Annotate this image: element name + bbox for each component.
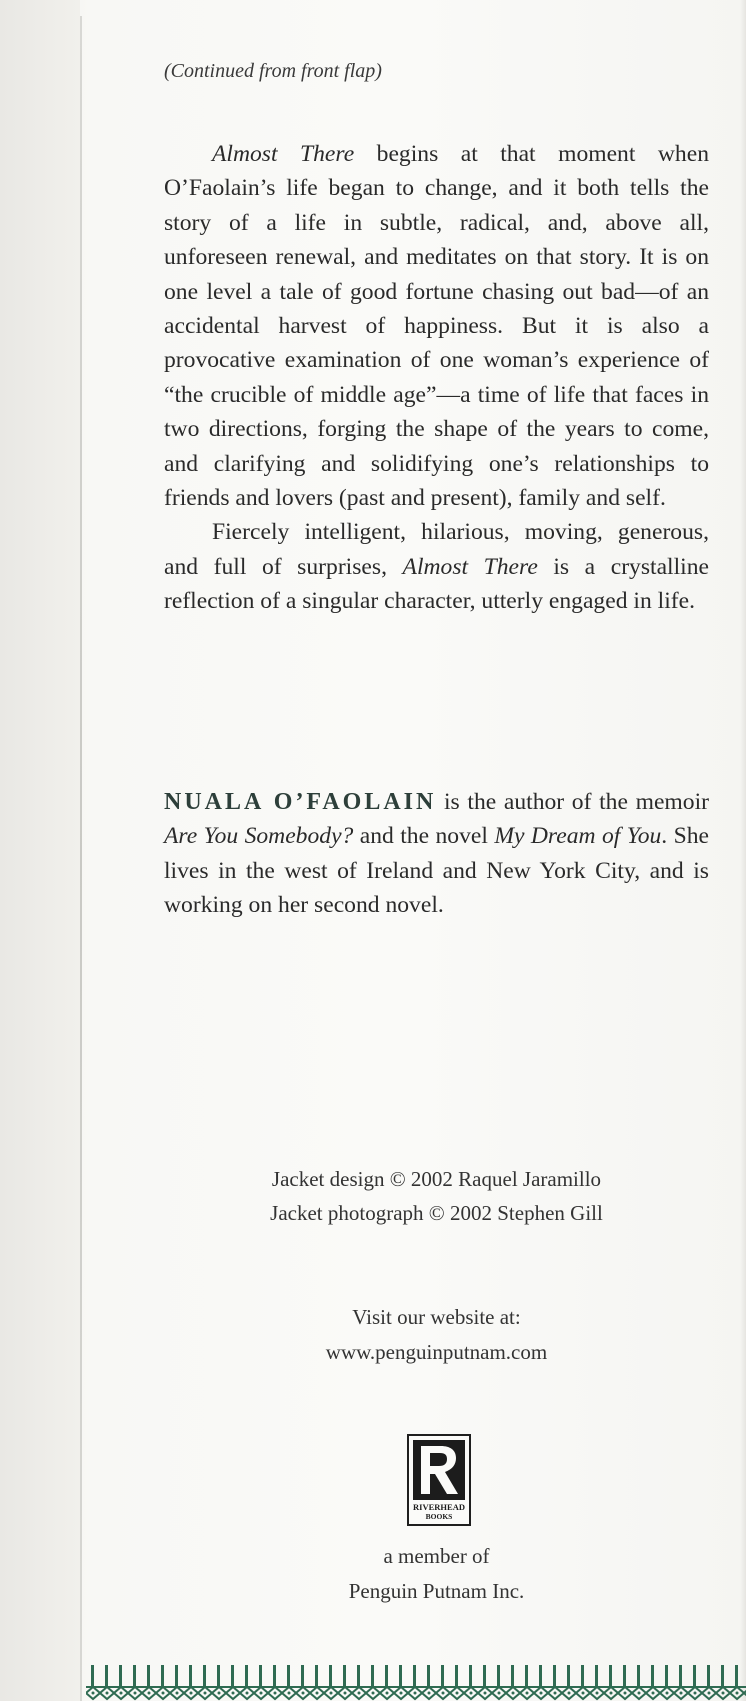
bio-text: and the novel	[353, 823, 495, 850]
website-label: Visit our website at:	[352, 1305, 521, 1329]
blurb-text: Fiercely intelligent, hilarious, moving, generous, and full of surprises,	[164, 519, 709, 580]
decorative-border	[86, 1663, 746, 1701]
inner-spine-shadow	[0, 0, 80, 1701]
page-edge	[740, 0, 746, 1701]
book-blurb	[164, 137, 709, 619]
riverhead-books-logo	[407, 1434, 471, 1526]
novel-title: My Dream of You	[494, 823, 662, 850]
book-title: Almost There	[212, 141, 355, 167]
website-block	[164, 1300, 709, 1370]
jacket-credits	[164, 1162, 709, 1230]
blurb-paragraph-2	[164, 515, 709, 618]
publisher-membership	[164, 1539, 709, 1609]
blurb-text: begins at that moment when O’Faolain’s life began to change, and it both tells the story of a life in subtle, radical, and, above all, unforeseen renewal, and meditates on that story. It is on one level a tale of good fortune chasing out bad—of an accidental harvest of happiness. But it is also a provocative examination of one woman’s experience of “the crucible of middle age”—a time of life that faces in two directions, forging the shape of the years to come, and clarifying and solidifying one’s relationships to friends and lovers (past and present), family and self.	[164, 141, 709, 512]
logo-text-riverhead: RIVERHEAD	[413, 1502, 465, 1512]
jacket-photo-credit: Jacket photograph © 2002 Stephen Gill	[270, 1201, 603, 1225]
bio-text: is the author of the memoir	[436, 789, 709, 815]
logo-text-books: BOOKS	[425, 1512, 453, 1521]
memoir-title: Are You Somebody?	[164, 823, 354, 850]
fold-line	[80, 16, 82, 1701]
publisher-parent: Penguin Putnam Inc.	[348, 1579, 525, 1603]
author-name: NUALA O’FAOLAIN	[164, 789, 437, 815]
riverhead-r-icon	[409, 1436, 469, 1524]
member-of-label: a member of	[383, 1544, 490, 1568]
book-title: Almost There	[402, 553, 538, 580]
author-bio	[164, 785, 709, 923]
blurb-text: is a crystalline reflection of a singular character, utterly engaged in life.	[164, 553, 709, 615]
website-url[interactable]: www.penguinputnam.com	[325, 1340, 548, 1364]
jacket-design-credit: Jacket design © 2002 Raquel Jaramillo	[271, 1167, 602, 1191]
blurb-paragraph-1	[164, 137, 709, 515]
bio-text: . She lives in the west of Ireland and New York City, and is working on her second novel.	[164, 823, 710, 919]
continued-note: (Continued from front flap)	[164, 60, 382, 82]
